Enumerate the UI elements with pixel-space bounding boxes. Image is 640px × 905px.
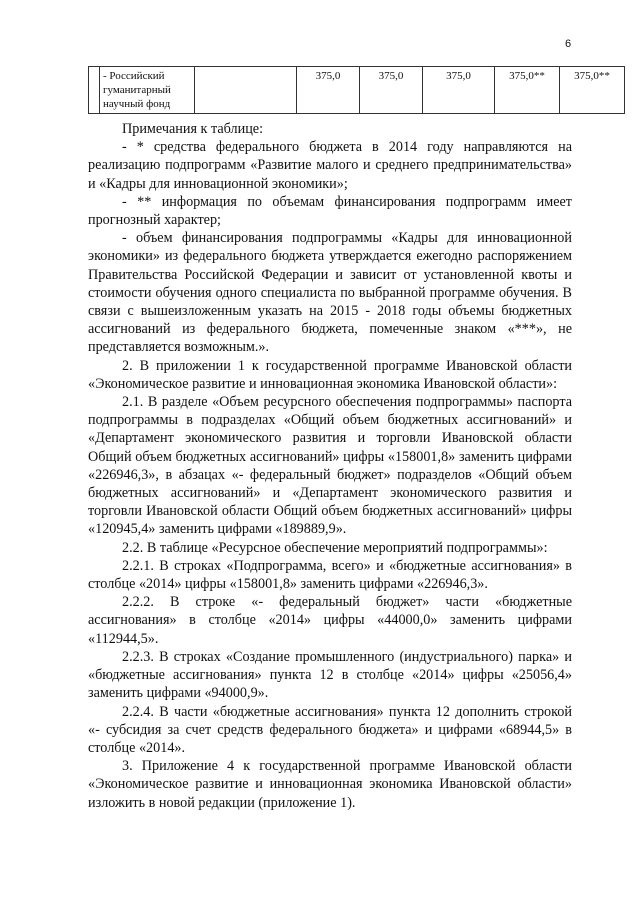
paragraph: - объем финансирования подпрограммы «Кадры для инновационной экономики» из федерального бюджета утверждается ежегодно распоряжением Правительства Российской Федерации и зависит от установленной квоты и стоимости обучения одного специалиста по выбранной программе обучения. В связи с вышеизложенным указать на 2015 - 2018 годы объемы бюджетных ассигнований из федерального бюджета, помеченные знаком «***», не представляется возможным.». xyxy=(88,230,572,356)
table-cell-blank xyxy=(89,67,100,114)
paragraph: - * средства федерального бюджета в 2014 году направляются на реализацию подпрограмм «Развитие малого и среднего предпринимательства» и «Кадры для инновационной экономики»; xyxy=(88,139,572,192)
notes-heading: Примечания к таблице: xyxy=(122,121,264,137)
paragraph: 2.2.1. В строках «Подпрограмма, всего» и «бюджетные ассигнования» в столбце «2014» цифры «158001,8» заменить цифрами «226946,3». xyxy=(88,557,572,593)
paragraph: 2. В приложении 1 к государственной программе Ивановской области «Экономическое развитие и инновационная экономика Ивановской области»: xyxy=(88,357,572,392)
table-cell-value: 375,0 xyxy=(423,67,495,114)
paragraph: - ** информация по объемам финансирования подпрограмм имеет прогнозный характер; xyxy=(88,193,572,229)
table-cell-value: 375,0** xyxy=(495,67,560,114)
table-row xyxy=(89,67,625,114)
paragraph: 2.2.4. В части «бюджетные ассигнования» пункта 12 дополнить строкой «- субсидия за счет средств федерального бюджета» и цифрами «68944,5» в столбце «2014». xyxy=(88,703,572,756)
document-body xyxy=(88,120,572,812)
row-name-line: - Российский xyxy=(103,70,165,82)
table-cell-blank xyxy=(195,67,297,114)
paragraph: 2.2.3. В строках «Создание промышленного (индустриального) парка» и «бюджетные ассигнования» пункта 12 в столбце «2014» цифры «25056,4» заменить цифрами «94000,9». xyxy=(88,648,572,702)
table-cell-value: 375,0 xyxy=(360,67,423,114)
row-name-line: гуманитарный xyxy=(103,84,171,96)
paragraph: 2.2.2. В строке «- федеральный бюджет» части «бюджетные ассигнования» в столбце «2014» цифры «44000,0» заменить цифрами «112944,5». xyxy=(88,594,572,647)
row-name-line: научный фонд xyxy=(103,98,171,110)
page-number: 6 xyxy=(565,38,572,50)
paragraph: 2.2. В таблице «Ресурсное обеспечение мероприятий подпрограммы»: xyxy=(122,539,548,556)
paragraph: 3. Приложение 4 к государственной программе Ивановской области «Экономическое развитие и инновационная экономика Ивановской области» изложить в новой редакции (приложение 1). xyxy=(88,758,572,811)
table-cell-name xyxy=(100,67,195,114)
funding-table xyxy=(88,66,625,114)
table-cell-value: 375,0** xyxy=(560,67,625,114)
table-cell-value: 375,0 xyxy=(297,67,360,114)
paragraph: 2.1. В разделе «Объем ресурсного обеспечения подпрограммы» паспорта подпрограммы в подразделах «Общий объем бюджетных ассигнований» и «Департамент экономического развития и торговли Ивановской области Общий объем бюджетных ассигнований» цифры «158001,8» заменить цифрами «226946,3», в абзацах «- федеральный бюджет» подразделов «Общий объем бюджетных ассигнований» и «Департамент экономического развития и торговли Ивановской области Общий объем бюджетных ассигнований» цифры «120945,4» заменить цифрами «189889,9». xyxy=(88,394,572,538)
